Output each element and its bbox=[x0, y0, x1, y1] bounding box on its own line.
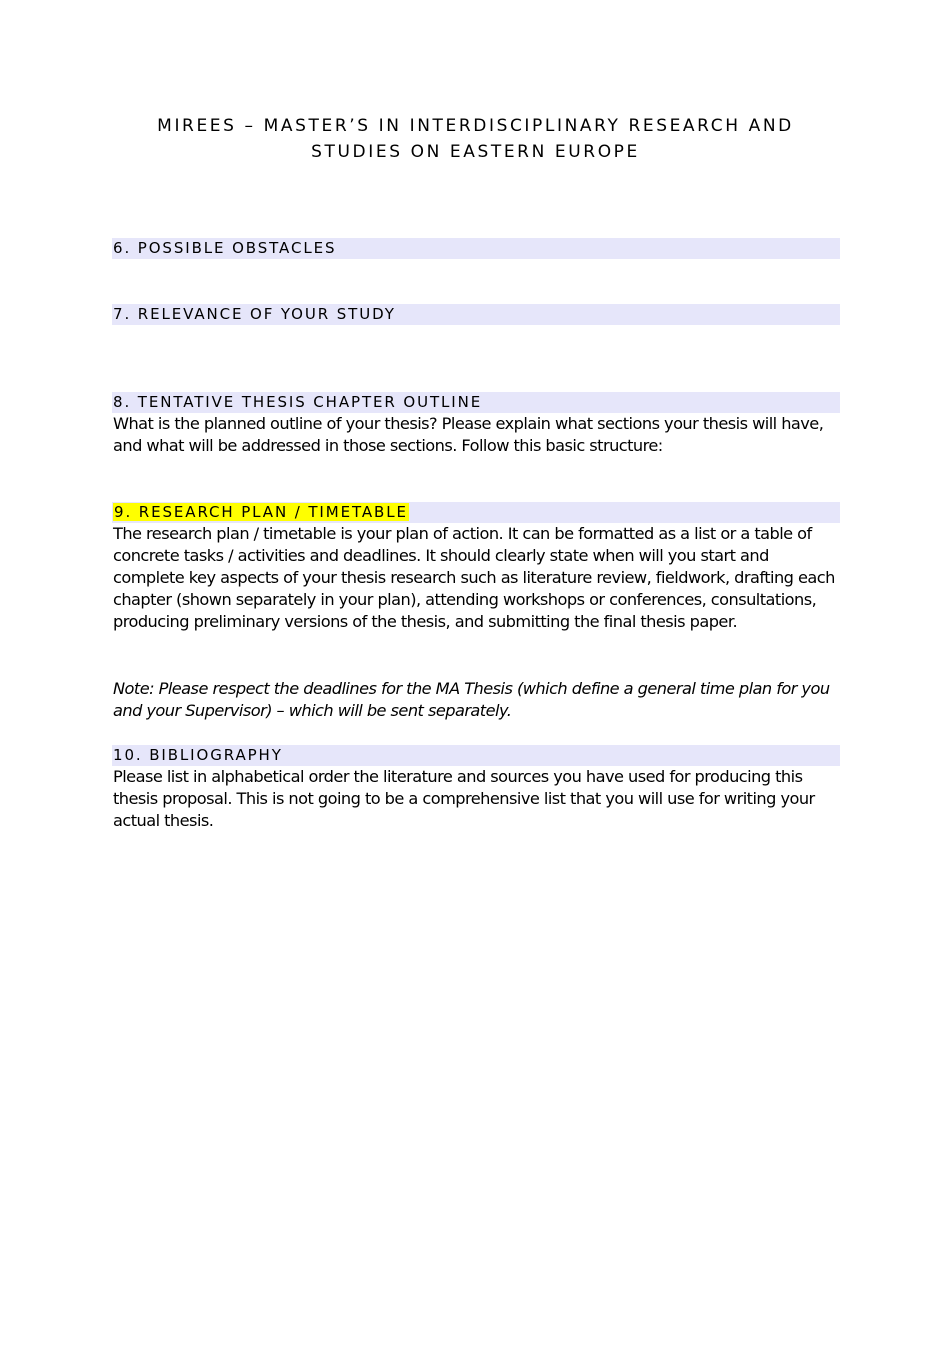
page-title bbox=[112, 113, 839, 165]
section-heading-chapter-outline bbox=[112, 392, 840, 413]
deadline-note: Note: Please respect the deadlines for the MA Thesis (which define a general time plan for you and your Supervisor) – which will be sent separately. bbox=[113, 679, 830, 720]
section-heading-relevance bbox=[112, 304, 840, 325]
section-heading-label: 10. BIBLIOGRAPHY bbox=[113, 746, 283, 764]
page-title-line-1: MIREES – MASTER’S IN INTERDISCIPLINARY RESEARCH AND bbox=[157, 116, 794, 136]
section-heading-label: 8. TENTATIVE THESIS CHAPTER OUTLINE bbox=[113, 393, 483, 411]
section-heading-possible-obstacles bbox=[112, 238, 840, 259]
research-plan-instructions: The research plan / timetable is your plan of action. It can be formatted as a list or a table of concrete tasks / activities and deadlines. It should clearly state when will you start and complete key aspects of your thesis research such as literature review, fieldwork, drafting each chapter (shown separately in your plan), attending workshops or conferences, consultations, producing preliminary versions of the thesis, and submitting the final thesis paper. bbox=[113, 524, 835, 631]
chapter-outline-instructions: What is the planned outline of your thesis? Please explain what sections your thesis will have, and what will be addressed in those sections. Follow this basic structure: bbox=[113, 414, 824, 455]
page-title-line-2: STUDIES ON EASTERN EUROPE bbox=[311, 142, 640, 162]
section-heading-bibliography bbox=[112, 745, 840, 766]
highlighted-heading-label: 9. RESEARCH PLAN / TIMETABLE bbox=[114, 503, 408, 521]
section-heading-research-plan bbox=[112, 502, 840, 523]
bibliography-instructions: Please list in alphabetical order the literature and sources you have used for producing this thesis proposal. This is not going to be a comprehensive list that you will use for writing your actual thesis. bbox=[113, 767, 815, 830]
section-heading-label: 6. POSSIBLE OBSTACLES bbox=[113, 239, 337, 257]
section-heading-label: 7. RELEVANCE OF YOUR STUDY bbox=[113, 305, 396, 323]
